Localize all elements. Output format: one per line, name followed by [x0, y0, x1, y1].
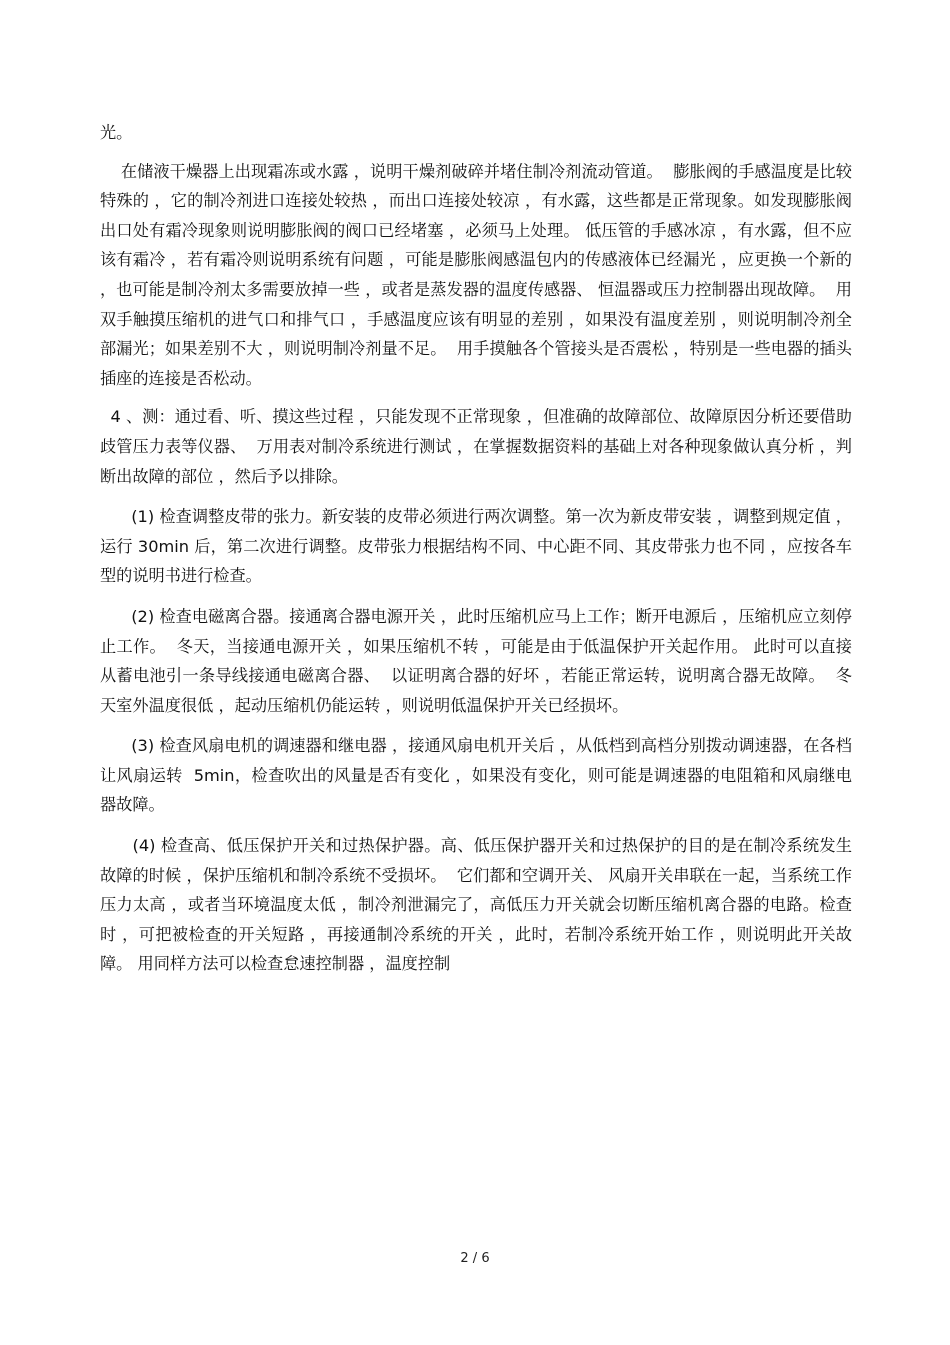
paragraph-pressure-switch: (4) 检查高、低压保护开关和过热保护器。高、低压保护器开关和过热保护的目的是在制冷系统发生故障的时候 ，保护压缩机和制冷系统不受损坏。 它们都和空调开关、 风扇开关串联在一起，当系统工作压力太高 ，或者当环境温度太低 ，制冷剂泄漏完了，高低压力开关就会切断压缩机离合器的电路。检查时 ，可把被检查的开关短路 ，再接通制冷系统的开关 ，此时，若制冷系统开始工作 ，则说明此开关故障。 用同样方法可以检查怠速控制器 ，温度控制	[100, 836, 853, 974]
paragraph-belt-tension: (1) 检查调整皮带的张力。新安装的皮带必须进行两次调整。第一次为新皮带安装 ，调整到规定值 ，运行 30min 后，第二次进行调整。皮带张力根据结构不同、中心距不同、其皮带张力也不同 ，应按各车型的说明书进行检查。	[100, 507, 852, 586]
document-body	[100, 118, 858, 979]
paragraph-magnetic-clutch: (2) 检查电磁离合器。接通离合器电源开关 ，此时压缩机应马上工作；断开电源后 ，压缩机应立刻停止工作。 冬天，当接通电源开关 ，如果压缩机不转 ，可能是由于低温保护开关起作用。 此时可以直接从蓄电池引一条导线接通电磁离合器、 以证明离合器的好坏 ，若能正常运转，说明离合器无故障。 冬天室外温度很低 ，起动压缩机仍能运转 ，则说明低温保护开关已经损坏。	[100, 606, 852, 715]
paragraph-measure: 4 、测：通过看、听、摸这些过程 ，只能发现不正常现象 ，但准确的故障部位、故障原因分析还要借助歧管压力表等仪器、 万用表对制冷系统进行测试 ，在掌握数据资料的基础上对各种现象做认真分析 ，判断出故障的部位 ，然后予以排除。	[100, 407, 852, 486]
paragraph-touch-check: 在储液干燥器上出现霜冻或水露 ，说明干燥剂破碎并堵住制冷剂流动管道。 膨胀阀的手感温度是比较特殊的 ，它的制冷剂进口连接处较热 ，而出口连接处较凉 ，有水露，这些都是正常现象。如发现膨胀阀出口处有霜冷现象则说明膨胀阀的阀口已经堵塞 ，必须马上处理。 低压管的手感冰凉 ，有水露，但不应该有霜冷 ，若有霜冷则说明系统有问题 ，可能是膨胀阀感温包内的传感液体已经漏光 ，应更换一个新的 ，也可能是制冷剂太多需要放掉一些 ，或者是蒸发器的温度传感器、 恒温器或压力控制器出现故障。 用双手触摸压缩机的进气口和排气口 ，手感温度应该有明显的差别 ，如果没有温度差别 ，则说明制冷剂全部漏光；如果差别不大 ，则说明制冷剂量不足。 用手摸触各个管接头是否震松 ，特别是一些电器的插头插座的连接是否松动。	[100, 161, 858, 388]
page-number: 2 / 6	[460, 1251, 490, 1266]
paragraph-continuation: 光。	[100, 123, 133, 142]
paragraph-fan-motor: (3) 检查风扇电机的调速器和继电器 ，接通风扇电机开关后 ，从低档到高档分别拨动调速器，在各档让风扇运转 5min，检查吹出的风量是否有变化 ，如果没有变化，则可能是调速器的电阻箱和风扇继电器故障。	[100, 736, 852, 815]
